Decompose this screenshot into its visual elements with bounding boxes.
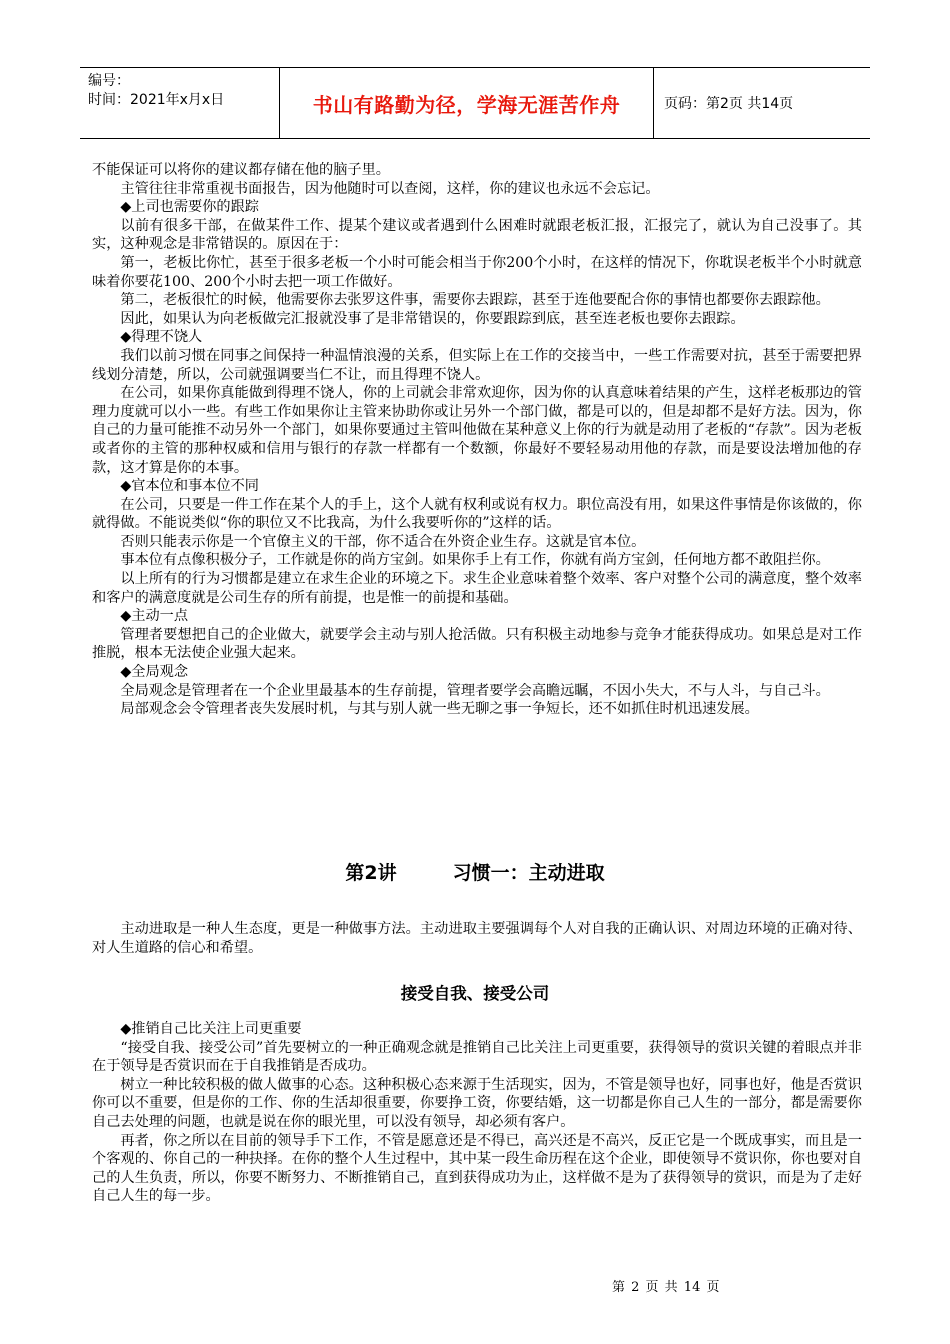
lecture-title: 习惯一：主动进取 bbox=[452, 862, 605, 884]
section3-body bbox=[92, 1020, 862, 1206]
bullet-heading: ◆官本位和事本位不同 bbox=[120, 478, 259, 495]
paragraph: 第一，老板比你忙，甚至于很多老板一个小时可能会相当于你200个小时，在这样的情况下，你耽误老板半个小时就意味着你要花100、200个小时去把一项工作做好。 bbox=[92, 254, 862, 290]
section1-body bbox=[92, 161, 862, 719]
page-footer: 第 2 页 共 14 页 bbox=[612, 1280, 720, 1295]
paragraph: 我们以前习惯在同事之间保持一种温情浪漫的关系，但实际上在工作的交接当中，一些工作需要对抗，甚至于需要把界线划分清楚，所以，公司就强调要当仁不让，而且得理不饶人。 bbox=[92, 347, 862, 383]
paragraph: 树立一种比较积极的做人做事的心态。这种积极心态来源于生活现实，因为，不管是领导也好，同事也好，他是否赏识你可以不重要，但是你的工作、你的生活却很重要，你要挣工资，你要结婚，这一切都是你自己人生的一部分，都是需要你自己去处理的问题，也就是说在你的眼光里，可以没有领导，却必须有客户。 bbox=[92, 1076, 862, 1130]
paragraph: 第二，老板很忙的时候，他需要你去张罗这件事，需要你去跟踪，甚至于连他要配合你的事情也都要你去跟踪他。 bbox=[120, 292, 830, 309]
bullet-heading: ◆推销自己比关注上司更重要 bbox=[120, 1021, 302, 1037]
paragraph: 因此，如果认为向老板做完汇报就没事了是非常错误的，你要跟踪到底，甚至连老板也要你去跟踪。 bbox=[120, 310, 745, 327]
bullet-heading: ◆得理不饶人 bbox=[120, 329, 203, 346]
paragraph: 全局观念是管理者在一个企业里最基本的生存前提，管理者要学会高瞻远瞩，不因小失大，不与人斗，与自己斗。 bbox=[120, 682, 830, 699]
page-label: 页码：第2页 共14页 bbox=[664, 96, 794, 112]
subheading: 接受自我、接受公司 bbox=[400, 984, 550, 1003]
bullet-heading: ◆全局观念 bbox=[120, 664, 189, 681]
paragraph: 在公司，只要是一件工作在某个人的手上，这个人就有权利或说有权力。职位高没有用，如果这件事情是你该做的，你就得做。不能说类似“你的职位又不比我高，为什么我要听你的”这样的话。 bbox=[92, 496, 862, 532]
paragraph: “接受自我、接受公司”首先要树立的一种正确观念就是推销自己比关注上司更重要，获得领导的赏识关键的着眼点并非在于领导是否赏识而在于自我推销是否成功。 bbox=[92, 1039, 862, 1075]
paragraph: 以上所有的行为习惯都是建立在求生企业的环境之下。求生企业意味着整个效率、客户对整个公司的满意度，整个效率和客户的满意度就是公司生存的所有前提，也是惟一的前提和基础。 bbox=[92, 571, 862, 606]
header-table bbox=[80, 67, 870, 139]
lecture-heading bbox=[0, 858, 950, 885]
paragraph: 在公司，如果你真能做到得理不饶人，你的上司就会非常欢迎你，因为你的认真意味着结果的产生，这样老板那边的管理力度就可以小一些。有些工作如果你让主管来协助你或让另外一个部门做，都是可以的，但是却都不是好方法。因为，你自己的力量可能推不动另外一个部门，如果你要通过主管叫他做在某种意义上你的行为就是动用了老板的“存款”。因为老板或者你的主管的那种权威和信用与银行的存款一样都有一个数额，你最好不要轻易动用他的存款，而是要设法增加他的存款，这才算是你的本事。 bbox=[92, 385, 862, 476]
date-label: 时间：2021年x月x日 bbox=[88, 92, 225, 108]
paragraph: 局部观念会令管理者丧失发展时机，与其与别人就一些无聊之事一争短长，还不如抓住时机迅速发展。 bbox=[120, 701, 759, 718]
paragraph: 以前有很多干部，在做某件工作、提某个建议或者遇到什么困难时就跟老板汇报，汇报完了，就认为自己没事了。其实，这种观念是非常错误的。原因在于： bbox=[92, 217, 862, 253]
number-label: 编号： bbox=[88, 73, 130, 89]
paragraph: 不能保证可以将你的建议都存储在他的脑子里。 bbox=[92, 162, 390, 178]
paragraph: 再者，你之所以在目前的领导手下工作，不管是愿意还是不得已，高兴还是不高兴，反正它是一个既成事实，而且是一个客观的、你自己的一种抉择。在你的整个人生过程中，其中某一段生命历程在这个企业，即使领导不赏识你，你也要对自己的人生负责，所以，你要不断努力、不断推销自己，直到获得成功为止，这样做不是为了获得领导的赏识，而是为了走好自己人生的每一步。 bbox=[92, 1132, 862, 1205]
paragraph: 事本位有点像积极分子，工作就是你的尚方宝剑。如果你手上有工作，你就有尚方宝剑，任何地方都不敢阻拦你。 bbox=[120, 552, 830, 569]
section2-body bbox=[92, 920, 862, 957]
lecture-number: 第2讲 bbox=[345, 862, 397, 884]
paragraph: 管理者要想把自己的企业做大，就要学会主动与别人抢活做。只有积极主动地参与竞争才能获得成功。如果总是对工作推脱，根本无法使企业强大起来。 bbox=[92, 626, 862, 662]
header-left-cell bbox=[80, 68, 280, 138]
paragraph: 否则只能表示你是一个官僚主义的干部，你不适合在外资企业生存。这就是官本位。 bbox=[120, 533, 646, 550]
motto: 书山有路勤为径，学海无涯苦作舟 bbox=[280, 68, 654, 138]
paragraph: 主动进取是一种人生态度，更是一种做事方法。主动进取主要强调每个人对自我的正确认识、对周边环境的正确对待、对人生道路的信心和希望。 bbox=[92, 921, 862, 956]
paragraph: 主管往往非常重视书面报告，因为他随时可以查阅，这样，你的建议也永远不会忘记。 bbox=[120, 180, 660, 197]
bullet-heading: ◆上司也需要你的跟踪 bbox=[120, 199, 259, 216]
bullet-heading: ◆主动一点 bbox=[120, 608, 189, 625]
